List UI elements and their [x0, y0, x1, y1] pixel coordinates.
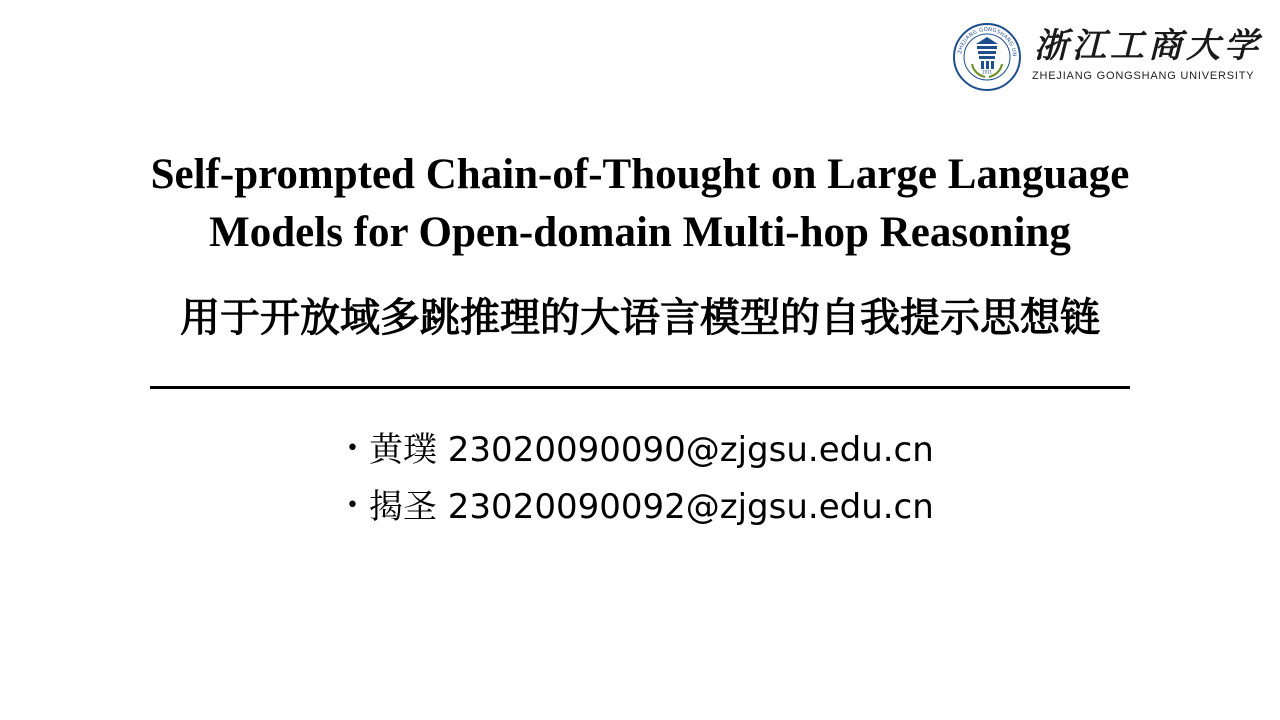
author-email: 23020090092@zjgsu.edu.cn: [447, 487, 934, 527]
seal-year: 1911: [981, 69, 993, 75]
university-name-cn: 浙江工商大学: [1034, 26, 1262, 66]
title-english-line-1: Self-prompted Chain-of-Thought on Large Language: [150, 151, 1130, 198]
title-chinese: 用于开放域多跳推理的大语言模型的自我提示思想链: [180, 295, 1100, 341]
author-item: [346, 481, 1046, 538]
university-name-en: ZHEJIANG GONGSHANG UNIVERSITY: [1032, 70, 1255, 82]
bullet-icon: •: [346, 436, 359, 461]
bullet-icon: •: [346, 493, 359, 518]
title-english: [40, 146, 1240, 262]
university-seal-icon: [952, 22, 1022, 92]
author-item: [346, 424, 1046, 481]
university-logo: [952, 22, 1262, 90]
title-english-line-2: Models for Open-domain Multi-hop Reasoning: [209, 209, 1071, 256]
author-email: 23020090090@zjgsu.edu.cn: [447, 430, 934, 470]
title-divider: [150, 386, 1130, 389]
seal-text: ZHEJIANG GONGSHANG UN: [957, 26, 1018, 57]
author-list: [346, 424, 1046, 538]
author-name: 黄璞: [368, 430, 437, 470]
author-name: 揭圣: [368, 487, 437, 527]
